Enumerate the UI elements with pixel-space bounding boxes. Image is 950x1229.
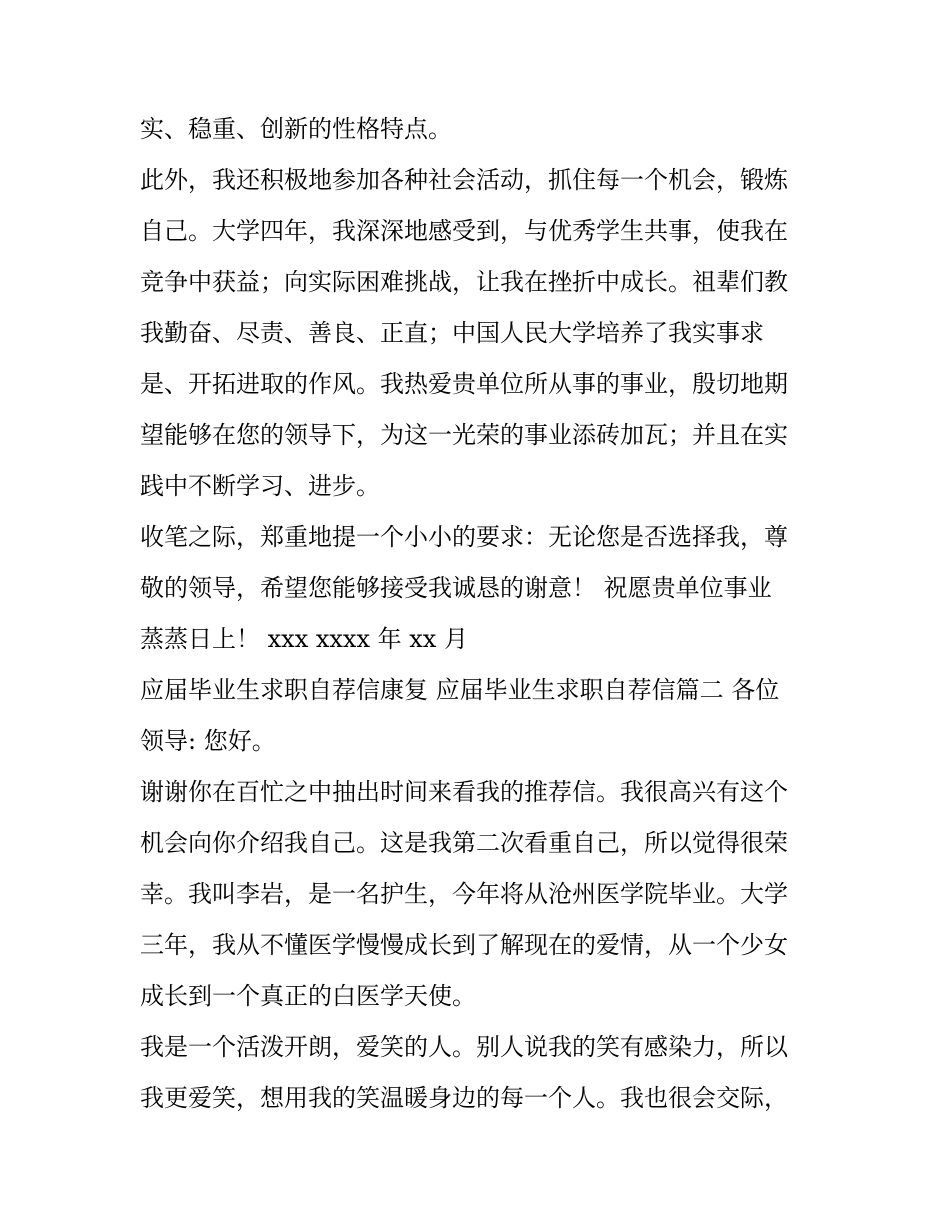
text-line: 竞争中获益；向实际困难挑战，让我在挫折中成长。祖辈们教 (140, 268, 788, 296)
text-line: 自己。大学四年，我深深地感受到，与优秀学生共事，使我在 (140, 217, 788, 245)
text-line: 成长到一个真正的白医学天使。 (140, 982, 476, 1010)
text-line: 蒸蒸日上！ xxx xxxx 年 xx 月 (140, 625, 468, 653)
text-line: 我是一个活泼开朗，爱笑的人。别人说我的笑有感染力，所以 (140, 1033, 788, 1061)
text-line: 实、稳重、创新的性格特点。 (140, 115, 452, 143)
text-line: 领导: 您好。 (140, 727, 276, 755)
text-line: 是、开拓进取的作风。我热爱贵单位所从事的事业，殷切地期 (140, 370, 788, 398)
text-line: 三年，我从不懂医学慢慢成长到了解现在的爱情，从一个少女 (140, 931, 788, 959)
text-line: 我更爱笑，想用我的笑温暖身边的每一个人。我也很会交际， (140, 1084, 788, 1112)
text-line: 应届毕业生求职自荐信康复 应届毕业生求职自荐信篇二 各位 (140, 676, 780, 704)
text-line: 我勤奋、尽责、善良、正直；中国人民大学培养了我实事求 (140, 319, 764, 347)
text-line: 谢谢你在百忙之中抽出时间来看我的推荐信。我很高兴有这个 (140, 778, 788, 806)
text-line: 收笔之际，郑重地提一个小小的要求：无论您是否选择我，尊 (140, 523, 788, 551)
text-line: 望能够在您的领导下，为这一光荣的事业添砖加瓦；并且在实 (140, 421, 788, 449)
text-line: 敬的领导，希望您能够接受我诚恳的谢意！ 祝愿贵单位事业 (140, 574, 772, 602)
text-line: 机会向你介绍我自己。这是我第二次看重自己，所以觉得很荣 (140, 829, 788, 857)
text-line: 幸。我叫李岩，是一名护生，今年将从沧州医学院毕业。大学 (140, 880, 788, 908)
text-line: 践中不断学习、进步。 (140, 472, 380, 500)
document-body (140, 104, 820, 1124)
text-line: 此外，我还积极地参加各种社会活动，抓住每一个机会，锻炼 (140, 166, 788, 194)
